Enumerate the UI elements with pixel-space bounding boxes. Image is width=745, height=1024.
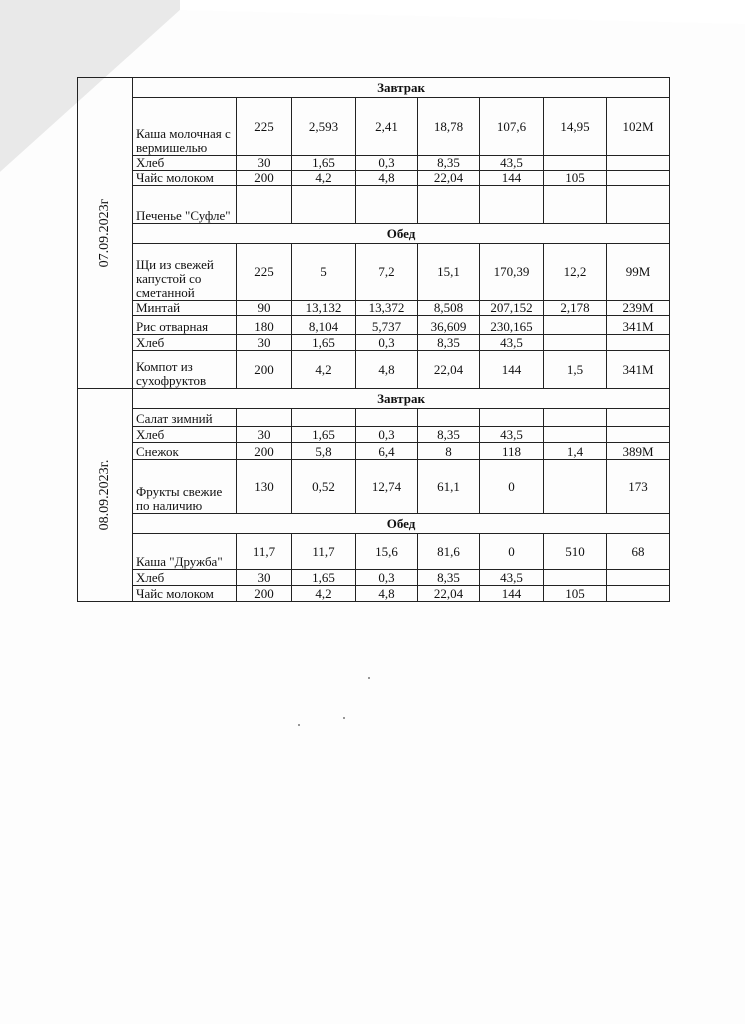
- value-cell: [418, 409, 480, 427]
- value-cell: [544, 427, 607, 443]
- value-cell: 13,372: [356, 301, 418, 316]
- value-cell: 99М: [607, 244, 670, 301]
- section-title: Завтрак: [133, 78, 670, 98]
- value-cell: 130: [237, 460, 292, 514]
- value-cell: [607, 335, 670, 351]
- value-cell: 144: [480, 171, 544, 186]
- value-cell: 30: [237, 570, 292, 586]
- table-row: [78, 301, 670, 316]
- value-cell: 15,6: [356, 534, 418, 570]
- value-cell: [356, 186, 418, 224]
- value-cell: [480, 409, 544, 427]
- dish-name-cell: Щи из свежей капустой со сметанной: [133, 244, 237, 301]
- value-cell: 230,165: [480, 316, 544, 335]
- date-label: 07.09.2023г: [97, 198, 112, 268]
- value-cell: 510: [544, 534, 607, 570]
- value-cell: 207,152: [480, 301, 544, 316]
- value-cell: 12,74: [356, 460, 418, 514]
- value-cell: [480, 186, 544, 224]
- section-title: Обед: [133, 224, 670, 244]
- table-row: [78, 570, 670, 586]
- value-cell: 118: [480, 443, 544, 460]
- value-cell: 8,35: [418, 156, 480, 171]
- value-cell: [237, 186, 292, 224]
- value-cell: [292, 186, 356, 224]
- value-cell: [544, 156, 607, 171]
- dish-name-cell: Рис отварная: [133, 316, 237, 335]
- value-cell: 200: [237, 171, 292, 186]
- value-cell: 239М: [607, 301, 670, 316]
- value-cell: 173: [607, 460, 670, 514]
- value-cell: [544, 316, 607, 335]
- value-cell: 5,737: [356, 316, 418, 335]
- dish-name-cell: Хлеб: [133, 156, 237, 171]
- value-cell: [544, 335, 607, 351]
- table-row: [78, 335, 670, 351]
- value-cell: 8,35: [418, 570, 480, 586]
- value-cell: [607, 186, 670, 224]
- value-cell: [356, 409, 418, 427]
- value-cell: 15,1: [418, 244, 480, 301]
- value-cell: 5,8: [292, 443, 356, 460]
- value-cell: [418, 186, 480, 224]
- value-cell: 170,39: [480, 244, 544, 301]
- value-cell: 341М: [607, 351, 670, 389]
- table-row: [78, 460, 670, 514]
- dish-name-cell: Салат зимний: [133, 409, 237, 427]
- table-row: [78, 316, 670, 335]
- value-cell: [607, 570, 670, 586]
- value-cell: 11,7: [292, 534, 356, 570]
- scan-speck: [368, 677, 370, 679]
- table-row: [78, 443, 670, 460]
- value-cell: 22,04: [418, 351, 480, 389]
- value-cell: 200: [237, 443, 292, 460]
- value-cell: 102М: [607, 98, 670, 156]
- value-cell: 8,35: [418, 427, 480, 443]
- value-cell: 180: [237, 316, 292, 335]
- scan-speck: [298, 724, 300, 726]
- value-cell: 105: [544, 171, 607, 186]
- date-cell: [78, 78, 133, 389]
- value-cell: 1,65: [292, 570, 356, 586]
- menu-table: [77, 77, 670, 602]
- scan-speck: [343, 717, 345, 719]
- value-cell: [544, 460, 607, 514]
- section-header-row: [78, 78, 670, 98]
- value-cell: 12,2: [544, 244, 607, 301]
- value-cell: 36,609: [418, 316, 480, 335]
- value-cell: 4,8: [356, 351, 418, 389]
- value-cell: 0,52: [292, 460, 356, 514]
- value-cell: 43,5: [480, 427, 544, 443]
- table-row: [78, 351, 670, 389]
- section-header-row: [78, 514, 670, 534]
- value-cell: [607, 427, 670, 443]
- value-cell: 1,65: [292, 427, 356, 443]
- value-cell: 4,2: [292, 586, 356, 602]
- value-cell: [237, 409, 292, 427]
- value-cell: 1,4: [544, 443, 607, 460]
- value-cell: [607, 156, 670, 171]
- table-row: [78, 171, 670, 186]
- value-cell: 0,3: [356, 570, 418, 586]
- value-cell: 14,95: [544, 98, 607, 156]
- value-cell: 2,41: [356, 98, 418, 156]
- value-cell: 225: [237, 244, 292, 301]
- value-cell: 18,78: [418, 98, 480, 156]
- table-row: [78, 244, 670, 301]
- dish-name-cell: Чайс молоком: [133, 171, 237, 186]
- table-row: [78, 586, 670, 602]
- value-cell: 22,04: [418, 586, 480, 602]
- dish-name-cell: Снежок: [133, 443, 237, 460]
- value-cell: 8: [418, 443, 480, 460]
- value-cell: 30: [237, 427, 292, 443]
- value-cell: 105: [544, 586, 607, 602]
- value-cell: 2,178: [544, 301, 607, 316]
- value-cell: 389М: [607, 443, 670, 460]
- value-cell: 8,508: [418, 301, 480, 316]
- value-cell: 22,04: [418, 171, 480, 186]
- value-cell: 68: [607, 534, 670, 570]
- value-cell: [607, 171, 670, 186]
- value-cell: 5: [292, 244, 356, 301]
- value-cell: 81,6: [418, 534, 480, 570]
- value-cell: 43,5: [480, 335, 544, 351]
- section-header-row: [78, 224, 670, 244]
- value-cell: 4,2: [292, 351, 356, 389]
- value-cell: 43,5: [480, 156, 544, 171]
- dish-name-cell: Чайс молоком: [133, 586, 237, 602]
- table-row: [78, 156, 670, 171]
- value-cell: 200: [237, 351, 292, 389]
- value-cell: 144: [480, 351, 544, 389]
- value-cell: [607, 409, 670, 427]
- value-cell: 341М: [607, 316, 670, 335]
- value-cell: 1,5: [544, 351, 607, 389]
- value-cell: 2,593: [292, 98, 356, 156]
- value-cell: 90: [237, 301, 292, 316]
- table-row: [78, 186, 670, 224]
- dish-name-cell: Хлеб: [133, 570, 237, 586]
- value-cell: [544, 570, 607, 586]
- value-cell: 225: [237, 98, 292, 156]
- value-cell: 4,8: [356, 586, 418, 602]
- value-cell: 200: [237, 586, 292, 602]
- dish-name-cell: Хлеб: [133, 427, 237, 443]
- table-row: [78, 409, 670, 427]
- value-cell: 0,3: [356, 427, 418, 443]
- value-cell: 30: [237, 335, 292, 351]
- dish-name-cell: Печенье "Суфле": [133, 186, 237, 224]
- value-cell: 8,35: [418, 335, 480, 351]
- value-cell: [544, 186, 607, 224]
- table-row: [78, 534, 670, 570]
- table-row: [78, 98, 670, 156]
- dish-name-cell: Каша молочная с вермишелью: [133, 98, 237, 156]
- value-cell: 7,2: [356, 244, 418, 301]
- value-cell: 144: [480, 586, 544, 602]
- dish-name-cell: Компот из сухофруктов: [133, 351, 237, 389]
- value-cell: 4,8: [356, 171, 418, 186]
- value-cell: 1,65: [292, 156, 356, 171]
- dish-name-cell: Минтай: [133, 301, 237, 316]
- value-cell: 0,3: [356, 156, 418, 171]
- value-cell: 1,65: [292, 335, 356, 351]
- value-cell: 6,4: [356, 443, 418, 460]
- section-header-row: [78, 389, 670, 409]
- value-cell: 61,1: [418, 460, 480, 514]
- value-cell: 4,2: [292, 171, 356, 186]
- value-cell: 8,104: [292, 316, 356, 335]
- value-cell: 107,6: [480, 98, 544, 156]
- value-cell: 43,5: [480, 570, 544, 586]
- value-cell: [544, 409, 607, 427]
- value-cell: 11,7: [237, 534, 292, 570]
- value-cell: 0: [480, 460, 544, 514]
- date-label: 08.09.2023г.: [97, 459, 112, 531]
- value-cell: [292, 409, 356, 427]
- dish-name-cell: Хлеб: [133, 335, 237, 351]
- date-cell: [78, 389, 133, 602]
- section-title: Завтрак: [133, 389, 670, 409]
- dish-name-cell: Фрукты свежие по наличию: [133, 460, 237, 514]
- section-title: Обед: [133, 514, 670, 534]
- value-cell: 13,132: [292, 301, 356, 316]
- value-cell: 30: [237, 156, 292, 171]
- value-cell: 0: [480, 534, 544, 570]
- table-row: [78, 427, 670, 443]
- value-cell: [607, 586, 670, 602]
- dish-name-cell: Каша "Дружба": [133, 534, 237, 570]
- value-cell: 0,3: [356, 335, 418, 351]
